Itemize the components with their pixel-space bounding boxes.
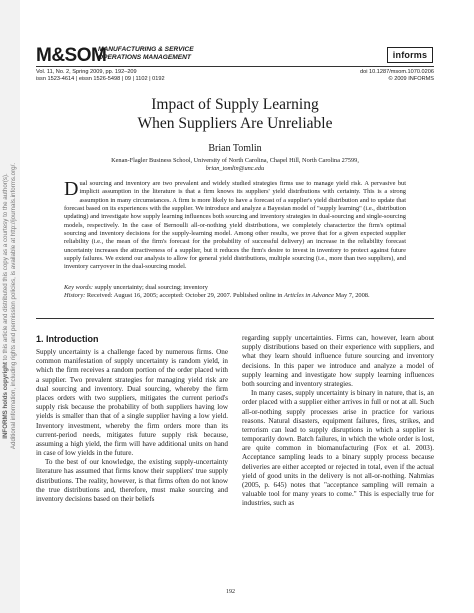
history-journal: Articles in Advance	[283, 292, 334, 300]
journal-logo: M&SOM	[36, 45, 107, 66]
intro-paragraph-2: To the best of our knowledge, the existing supply-uncertainty literature has assumed that firms know their suppliers' true supply distributions. The reality, however, is that firms often do not know the true distributions and, therefore, must make sourcing and inventory decisions based on their beliefs	[36, 458, 228, 503]
paper-title: Impact of Supply Learning When Suppliers Are Unreliable	[137, 96, 333, 132]
right-column	[242, 334, 434, 509]
right-paragraph-2: In many cases, supply uncertainty is binary in nature, that is, an order placed with a supplier either arrives in full or not at all. Such all-or-nothing supply processes arise in practice for various reasons. Natural disasters, equipment failures, fires, strikes, and terrorism can lead to supply disruptions in which a supplier is temporarily down. Batch failures, in which the whole order is lost, are quite common in biomanufacturing (Fox et al. 2003). Acceptance sampling leads to a binary supply process because deliveries are either accepted or rejected in total, even if the actual yield of good units in the delivery is not all-or-nothing. Nahmias (2005, p. 645) notes that "acceptance sampling will remain a valuable tool for many years to come." This is especially true for industries, such as	[242, 389, 434, 508]
abstract	[64, 180, 406, 272]
rights-info-line: Additional information, including rights and permission policies, is available at http://journals.informs.org/.	[10, 162, 17, 450]
copyright-info: © 2009 INFORMS	[388, 76, 434, 82]
history-label: History:	[64, 292, 86, 300]
abstract-dropcap: D	[64, 178, 79, 200]
copyright-strip	[0, 0, 20, 613]
doi-info: doi 10.1287/msom.1070.0206	[359, 69, 434, 75]
author-name: Brian Tomlin	[208, 143, 262, 154]
publisher-logo: informs	[387, 47, 433, 63]
right-paragraph-1: regarding supply uncertainties. Firms can, however, learn about supply distributions based on their experience with suppliers, and what they learn should influence future sourcing and inventory decisions. In this paper we introduce and analyze a model of supply learning and investigate how supply learning influences both sourcing and inventory strategies.	[242, 334, 434, 388]
section-rule	[36, 318, 434, 319]
history: Received: August 16, 2005; accepted: October 29, 2007. Published online in	[86, 292, 283, 300]
issn-info: issn 1523-4614 | eissn 1526-5498 | 09 | 1102 | 0192	[36, 76, 165, 82]
keywords-block	[64, 284, 406, 301]
volume-info: Vol. 11, No. 2, Spring 2009, pp. 192–209	[36, 69, 137, 75]
left-column	[36, 334, 228, 504]
author-affiliation: Kenan-Flagler Business School, University of North Carolina, Chapel Hill, North Carolina 27599, brian_tomlin@unc.edu	[36, 157, 434, 173]
copyright-word: copyright	[2, 362, 9, 391]
abstract-text: ual sourcing and inventory are two prevalent and widely studied strategies firms use to manage yield risk. A pervasive but implicit assumption in the literature is that a firm knows its suppliers' yield distributions with certainty. This is a strong assumption in many circumstances. A firm is more likely to have a forecast of a supplier's yield distribution and to update that forecast based on its experiences with the supplier. We introduce and analyze a Bayesian model of "supply learning" (i.e., distribution updating) and investigate how supply learning influences both sourcing and inventory strategies in dual-sourcing and single-sourcing models, respectively. In the case of Bernoulli all-or-nothing yield distributions, we completely characterize the firm's optimal sourcing and inventory decisions for the supply-learning model. Among other results, we prove that for a given expected supplier reliability (i.e., the mean of the firm's forecast for the probability of successful delivery) an increase in the reliability forecast uncertainty increases the attractiveness of a supplier, but it reduces the firm's desire to invest in inventory to protect against future supply failures. We extend our analysis to allow for general yield distributions, multiple sourcing (i.e., more than two suppliers), and inventory carryover in the dual-sourcing model.	[64, 180, 406, 271]
author-email: brian_tomlin@unc.edu	[205, 165, 265, 172]
section-heading: 1. Introduction	[36, 334, 99, 344]
keywords: supply uncertainty; dual sourcing; inventory	[94, 284, 208, 291]
journal-name: MANUFACTURING & SERVICE OPERATIONS MANAGEMENT	[98, 46, 194, 61]
page-number: 192	[226, 589, 235, 595]
keywords-label: Key words:	[64, 284, 94, 291]
copyright-notice: INFORMS holds copyright to this article and distributed this copy as a courtesy to the author(s). Additional information, including rights and permission policies, is available at http://journals.informs.org/.	[2, 6, 18, 606]
history-date: May 7, 2008.	[335, 292, 370, 300]
intro-paragraph-1: Supply uncertainty is a challenge faced by numerous firms. One common manifestation of supply uncertainty is random yield, in which the firm receives a random portion of the order placed with a supplier. Two prevalent strategies for managing yield risk are dual sourcing and inventory. Dual sourcing, whereby the firm places orders with two suppliers, mitigates the current period's supply risk because the probability of both suppliers having low yields is smaller than that of a single supplier having a low yield. Inventory investment, whereby the firm orders more than its current-period needs, mitigates future supply risk because, assuming a high yield, the firm will have additional units on hand in case of low yields in the future.	[36, 348, 228, 458]
header-rule	[36, 66, 434, 67]
